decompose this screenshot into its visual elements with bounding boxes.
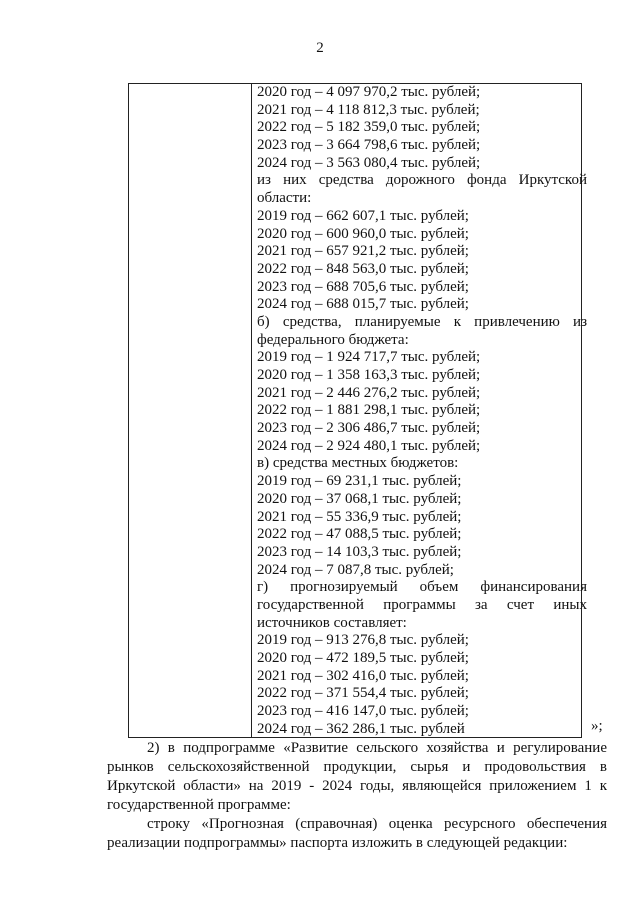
text-line: 2023 год – 14 103,3 тыс. рублей; [257,543,462,560]
text-line: 2021 год – 2 446 276,2 тыс. рублей; [257,384,481,401]
text-line: государственной программы за счет иных [257,596,587,613]
text-line: 2024 год – 3 563 080,4 тыс. рублей; [257,154,481,171]
closing-quote: »; [591,718,603,734]
text-line: 2023 год – 416 147,0 тыс. рублей; [257,703,469,720]
passport-table [128,83,587,738]
text-line: 2) в подпрограмме «Развитие сельского хозяйства и регулирование [147,740,607,756]
text-line: 2022 год – 848 563,0 тыс. рублей; [257,260,469,277]
text-line: 2024 год – 2 924 480,1 тыс. рублей; [257,437,481,454]
text-line: 2020 год – 4 097 970,2 тыс. рублей; [257,84,481,100]
text-line: б) средства, планируемые к привлечению из [257,313,587,330]
text-line: 2023 год – 688 705,6 тыс. рублей; [257,278,469,295]
text-line: в) средства местных бюджетов: [257,455,459,472]
table-column-divider [251,84,252,737]
text-line: 2020 год – 1 358 163,3 тыс. рублей; [257,367,481,383]
text-line: 2024 год – 362 286,1 тыс. рублей [257,720,465,737]
text-line: 2022 год – 47 088,5 тыс. рублей; [257,526,462,543]
text-line: 2022 год – 1 881 298,1 тыс. рублей; [257,402,481,419]
text-line: 2023 год – 3 664 798,6 тыс. рублей; [257,137,481,154]
text-line: 2019 год – 913 276,8 тыс. рублей; [257,632,469,649]
text-line: государственной программе: [107,797,291,813]
text-line: 2022 год – 371 554,4 тыс. рублей; [257,685,469,702]
text-line: Иркутской области» на 2019 - 2024 годы, являющейся приложением 1 к [107,778,607,794]
text-line: области: [257,190,312,207]
text-line: 2020 год – 472 189,5 тыс. рублей; [257,650,469,666]
paragraph-row-replacement [107,815,607,853]
text-line: г) прогнозируемый объем финансирования [257,579,587,596]
text-line: рынков сельскохозяйственной продукции, сырья и продовольствия в [107,759,607,775]
text-line: строку «Прогнозная (справочная) оценка ресурсного обеспечения [147,816,607,832]
funding-text-cell [257,84,587,738]
text-line: 2021 год – 4 118 812,3 тыс. рублей; [257,101,480,118]
text-line: из них средства дорожного фонда Иркутской [257,172,587,189]
text-line: 2021 год – 55 336,9 тыс. рублей; [257,508,462,525]
text-line: 2019 год – 662 607,1 тыс. рублей; [257,207,469,224]
text-line: источников составляет: [257,614,407,631]
text-line: 2023 год – 2 306 486,7 тыс. рублей; [257,420,481,437]
text-line: 2019 год – 1 924 717,7 тыс. рублей; [257,349,481,366]
text-line: 2019 год – 69 231,1 тыс. рублей; [257,473,462,490]
text-line: 2020 год – 37 068,1 тыс. рублей; [257,490,462,507]
text-line: 2020 год – 600 960,0 тыс. рублей; [257,225,469,242]
text-line: 2022 год – 5 182 359,0 тыс. рублей; [257,119,481,136]
text-line: 2021 год – 657 921,2 тыс. рублей; [257,243,469,260]
page-number: 2 [316,40,324,56]
text-line: федерального бюджета: [257,331,409,348]
text-line: реализации подпрограммы» паспорта изложить в следующей редакции: [107,835,568,851]
paragraph-subprogram-amendment [107,739,607,815]
text-line: 2021 год – 302 416,0 тыс. рублей; [257,667,469,684]
text-line: 2024 год – 7 087,8 тыс. рублей; [257,561,454,578]
text-line: 2024 год – 688 015,7 тыс. рублей; [257,296,469,313]
